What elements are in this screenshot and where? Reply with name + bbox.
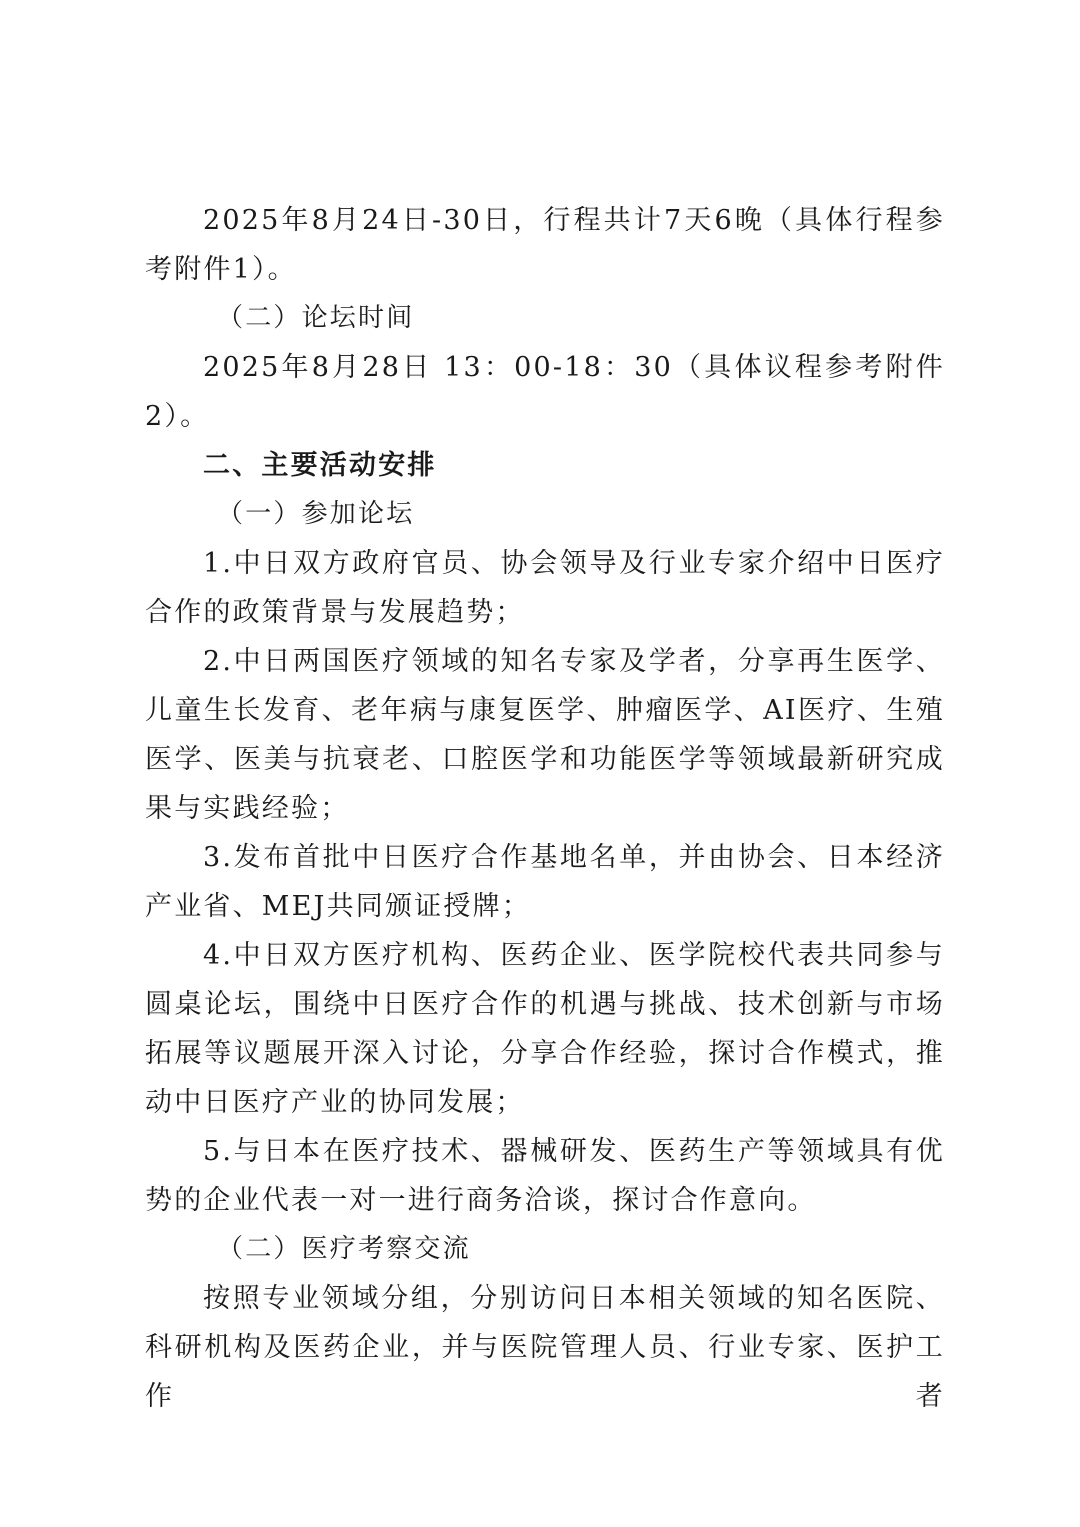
activity-item-5: 5.与日本在医疗技术、器械研发、医药生产等领域具有优势的企业代表一对一进行商务洽谈，探讨合作意向。 bbox=[145, 1136, 945, 1216]
forum-time-paragraph: 2025年8月28日 13：00-18：30（具体议程参考附件2）。 bbox=[145, 352, 946, 432]
activity-item-2: 2.中日两国医疗领域的知名专家及学者，分享再生医学、儿童生长发育、老年病与康复医学、肿瘤医学、AI医疗、生殖医学、医美与抗衰老、口腔医学和功能医学等领域最新研究成果与实践经验； bbox=[145, 646, 945, 824]
medical-visit-heading: （二）医疗考察交流 bbox=[217, 1234, 471, 1264]
activity-item-1: 1.中日双方政府官员、协会领导及行业专家介绍中日医疗合作的政策背景与发展趋势； bbox=[145, 548, 945, 628]
forum-time-heading: （二）论坛时间 bbox=[217, 303, 415, 333]
activity-item-3: 3.发布首批中日医疗合作基地名单，并由协会、日本经济产业省、MEJ共同颁证授牌； bbox=[145, 842, 945, 922]
medical-visit-paragraph: 按照专业领域分组，分别访问日本相关领域的知名医院、科研机构及医药企业，并与医院管理人员、行业专家、医护工作者 bbox=[145, 1283, 945, 1412]
main-activities-heading: 二、主要活动安排 bbox=[203, 450, 437, 481]
itinerary-dates-paragraph: 2025年8月24日-30日，行程共计7天6晚（具体行程参考附件1）。 bbox=[145, 205, 945, 285]
activity-item-4: 4.中日双方医疗机构、医药企业、医学院校代表共同参与圆桌论坛，围绕中日医疗合作的机遇与挑战、技术创新与市场拓展等议题展开深入讨论，分享合作经验，探讨合作模式，推动中日医疗产业的协同发展； bbox=[145, 940, 945, 1118]
attend-forum-heading: （一）参加论坛 bbox=[217, 499, 415, 529]
document-body bbox=[145, 196, 945, 1421]
